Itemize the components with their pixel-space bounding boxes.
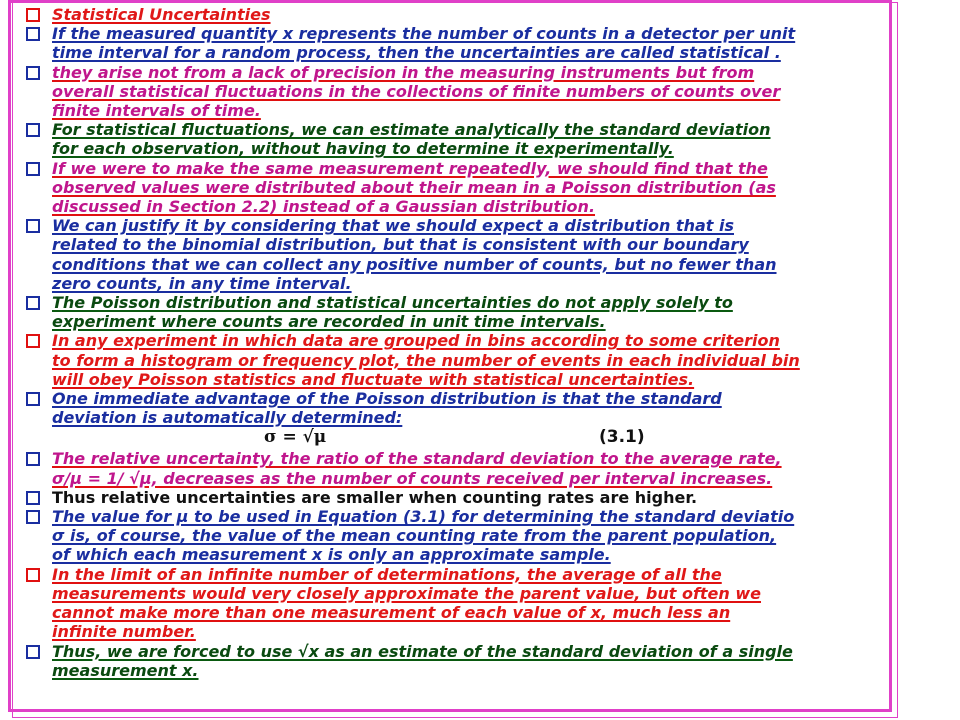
bullet-text-line: The value for μ to be used in Equation (3.1) for determining the standard deviatio — [52, 507, 795, 527]
bullet-text-line: for each observation, without having to determine it experimentally. — [52, 139, 674, 159]
bullet-text-line: In any experiment in which data are grouped in bins according to some criterion — [52, 331, 780, 351]
bullet-item — [24, 565, 890, 642]
bullet-text-line: to form a histogram or frequency plot, the number of events in each individual bin — [52, 350, 800, 370]
bullet-item — [24, 216, 890, 293]
bullet-item — [24, 63, 890, 121]
bullet-item — [24, 120, 890, 158]
bullet-item — [24, 159, 890, 217]
bullet-text-line: Thus relative uncertainties are smaller when counting rates are higher. — [52, 487, 698, 507]
bullet-checkbox-icon — [26, 491, 40, 505]
bullet-text-line: For statistical fluctuations, we can estimate analytically the standard deviation — [52, 120, 771, 140]
bullet-text-line: observed values were distributed about their mean in a Poisson distribution (as — [52, 177, 776, 197]
bullet-checkbox-icon — [26, 8, 40, 22]
bullet-text-line: σ is, of course, the value of the mean counting rate from the parent population, — [52, 526, 777, 546]
bullet-list — [24, 5, 890, 680]
bullet-text-line: σ/μ = 1/ √μ, decreases as the number of counts received per interval increases. — [52, 468, 773, 488]
bullet-item — [24, 5, 890, 24]
bullet-checkbox-icon — [26, 392, 40, 406]
bullet-text-line: deviation is automatically determined: — [52, 408, 403, 428]
bullet-checkbox-icon — [26, 219, 40, 233]
bullet-text-line: The relative uncertainty, the ratio of the standard deviation to the average rate, — [52, 449, 782, 469]
bullet-checkbox-icon — [26, 123, 40, 137]
bullet-text-line: cannot make more than one measurement of each value of x, much less an — [52, 603, 731, 623]
bullet-checkbox-icon — [26, 162, 40, 176]
bullet-item — [24, 331, 890, 389]
bullet-item — [24, 389, 890, 427]
bullet-text-line: finite intervals of time. — [52, 101, 261, 121]
bullet-item — [24, 507, 890, 565]
bullet-checkbox-icon — [26, 66, 40, 80]
bullet-text-line: The Poisson distribution and statistical uncertainties do not apply solely to — [52, 293, 733, 313]
bullet-checkbox-icon — [26, 296, 40, 310]
bullet-text-line: If we were to make the same measurement repeatedly, we should find that the — [52, 158, 768, 178]
bullet-checkbox-icon — [26, 645, 40, 659]
bullet-text-line: Statistical Uncertainties — [52, 5, 271, 24]
bullet-text-line: related to the binomial distribution, but that is consistent with our boundary — [52, 235, 749, 255]
bullet-checkbox-icon — [26, 510, 40, 524]
bullet-text-line: measurements would very closely approximate the parent value, but often we — [52, 583, 761, 603]
bullet-text-line: will obey Poisson statistics and fluctuate with statistical uncertainties. — [52, 369, 695, 389]
bullet-text-line: One immediate advantage of the Poisson distribution is that the standard — [52, 389, 722, 409]
bullet-checkbox-icon — [26, 334, 40, 348]
equation-row — [264, 427, 890, 449]
bullet-text-line: of which each measurement x is only an approximate sample. — [52, 545, 611, 565]
bullet-text-line: overall statistical fluctuations in the collections of finite numbers of counts over — [52, 81, 781, 101]
bullet-item — [24, 642, 890, 680]
bullet-item — [24, 449, 890, 487]
bullet-text-line: We can justify it by considering that we should expect a distribution that is — [52, 216, 734, 236]
bullet-text-line: zero counts, in any time interval. — [52, 273, 352, 293]
bullet-checkbox-icon — [26, 568, 40, 582]
bullet-text-line: infinite number. — [52, 622, 196, 642]
bullet-checkbox-icon — [26, 452, 40, 466]
bullet-text-line: Thus, we are forced to use √x as an estimate of the standard deviation of a single — [52, 641, 793, 661]
bullet-text-line: time interval for a random process, then the uncertainties are called statistical . — [52, 43, 781, 63]
bullet-text-line: they arise not from a lack of precision in the measuring instruments but from — [52, 62, 755, 82]
bullet-text-line: measurement x. — [52, 660, 199, 680]
bullet-text-line: If the measured quantity x represents the number of counts in a detector per unit — [52, 24, 796, 44]
bullet-checkbox-icon — [26, 27, 40, 41]
bullet-text-line: conditions that we can collect any positive number of counts, but no fewer than — [52, 254, 777, 274]
bullet-item — [24, 488, 890, 507]
bullet-item — [24, 24, 890, 62]
bullet-text-line: discussed in Section 2.2) instead of a Gaussian distribution. — [52, 197, 596, 217]
bullet-text-line: experiment where counts are recorded in unit time intervals. — [52, 312, 606, 332]
equation: σ = √μ — [264, 427, 327, 448]
bullet-text-line: In the limit of an infinite number of determinations, the average of all the — [52, 564, 722, 584]
bullet-item — [24, 293, 890, 331]
equation-number: (3.1) — [599, 427, 645, 448]
